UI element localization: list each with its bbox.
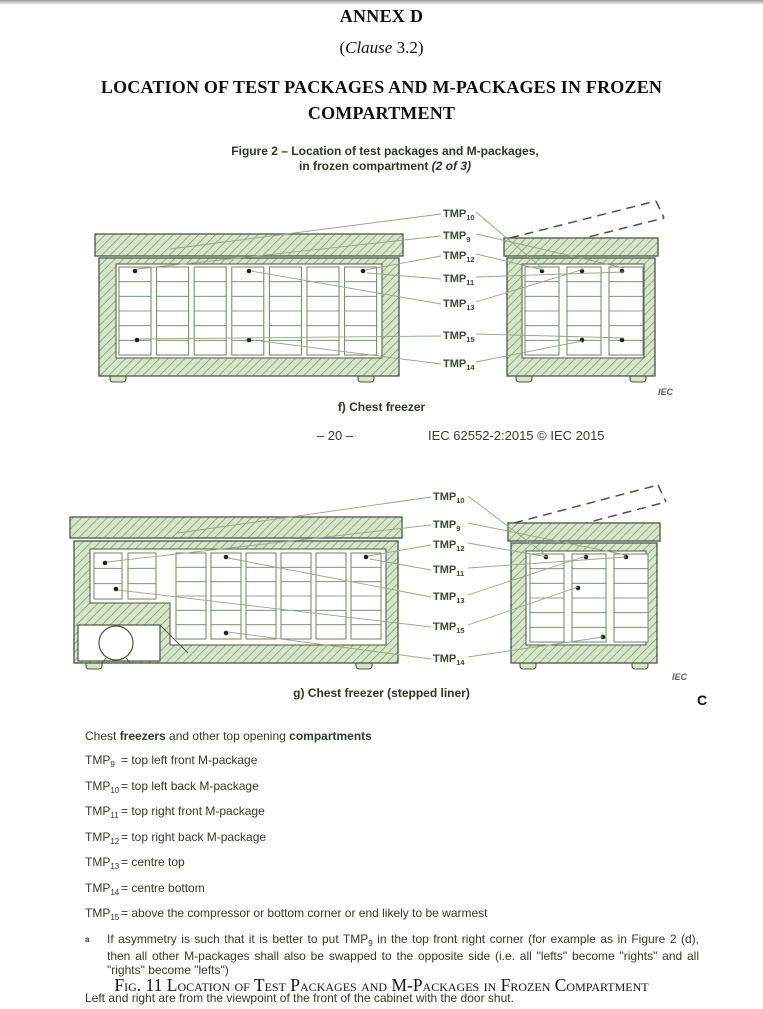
figure-g-side-view [508, 485, 666, 669]
figure2-caption-line2-text: in frozen compartment [298, 159, 432, 173]
legend-heading-part: compartments [289, 729, 372, 743]
svg-text:TMP9: $TMP_9$ [443, 230, 471, 244]
legend-heading [85, 730, 699, 743]
figure-g-caption: g) Chest freezer (stepped liner) [293, 686, 470, 700]
tmp-definition: = top right front M-package [121, 804, 265, 818]
svg-text:TMP12: $TMP_{12}$ [433, 539, 465, 553]
tmp-label: $TMP_{15}$ [85, 906, 120, 922]
legend-item-tmp9 [85, 754, 699, 771]
legend-item-tmp12 [85, 831, 699, 848]
clause-reference [0, 38, 763, 58]
figure-g-tmp-labels [433, 491, 465, 667]
svg-text:TMP14: $TMP_{14}$ [433, 653, 465, 667]
svg-text:TMP13: $TMP_{13}$ [443, 298, 475, 312]
tmp-definition: = top right back M-package [121, 829, 267, 844]
tmp-label: $TMP_{12}$ [85, 829, 120, 846]
figure-f-diagram [58, 188, 706, 403]
bottom-figure-caption: Fig. 11 Location of Test Packages and M-Packages in Frozen Compartment [114, 975, 649, 995]
footnote-tmp-subscript: 9 [368, 938, 373, 948]
legend-item-tmp14 [85, 882, 699, 899]
footnote-marker: a [85, 934, 90, 944]
page-title [40, 74, 723, 126]
page-title-line2: COMPARTMENT [307, 103, 456, 123]
svg-text:TMP15: $TMP_{15}$ [443, 330, 475, 344]
page-title-line1: LOCATION OF TEST PACKAGES AND M-PACKAGES IN FROZEN [100, 77, 663, 97]
scan-edge-shadow [0, 0, 763, 5]
figure2-caption-line1: Figure 2 – Location of test packages and M-packages, [231, 144, 539, 158]
figure2-caption [60, 144, 710, 174]
svg-text:TMP10: $TMP_{10}$ [443, 208, 475, 222]
tmp-definition: = top left back M-package [121, 778, 259, 793]
footnote-text: in the top front right corner (for example as in Figure 2 (d), then all other M-packages shall also be swapped to the opposite side (i.e. all "lefts" become "rights" and all "rights" become "lefts") [107, 931, 699, 977]
clause-open: ( [339, 38, 346, 57]
annex-title: ANNEX D [339, 6, 424, 26]
tmp-definition: = centre top [121, 855, 185, 869]
figure-f-tmp-labels [443, 208, 475, 372]
stray-annotation-mark: C [697, 692, 708, 708]
figure-f-side-view [504, 201, 664, 382]
svg-text:TMP11: $TMP_{11}$ [443, 273, 475, 287]
legend-heading-part: freezers [119, 729, 166, 743]
figure-f-front-view [95, 234, 403, 382]
footnote-text: If asymmetry is such that it is better to put TMP [107, 931, 369, 946]
tmp-definition: = top left front M-package [121, 753, 258, 767]
svg-text:TMP15: $TMP_{15}$ [433, 621, 465, 635]
tmp-label: $TMP_{13}$ [85, 855, 120, 871]
iec-copyright-mark: IEC [672, 672, 688, 682]
tmp-definition: = centre bottom [121, 880, 205, 895]
clause-word: Clause [345, 38, 393, 57]
footnote-a [85, 933, 699, 978]
legend-item-tmp11 [85, 805, 699, 822]
svg-text:TMP10: $TMP_{10}$ [433, 491, 465, 505]
figure-g-front-view [70, 517, 402, 669]
legend-item-tmp13 [85, 856, 699, 873]
svg-text:TMP14: $TMP_{14}$ [443, 358, 475, 372]
tmp-label: $TMP_9$ [85, 753, 115, 769]
tmp-definition: = above the compressor or bottom corner or end likely to be warmest [121, 906, 488, 920]
legend-item-tmp15 [85, 907, 699, 924]
iec-copyright-mark: IEC [658, 387, 674, 397]
document-reference: IEC 62552-2:2015 © IEC 2015 [428, 428, 605, 443]
legend-heading-part: and other top opening [165, 729, 290, 743]
package-column [94, 553, 122, 599]
svg-text:TMP11: $TMP_{11}$ [433, 564, 465, 578]
legend-item-tmp10 [85, 780, 699, 797]
legend-block [85, 730, 699, 1005]
tmp-label: $TMP_{10}$ [85, 778, 120, 795]
figure-g-diagram [58, 473, 706, 703]
figure2-caption-sheet: (2 of 3) [431, 159, 472, 173]
svg-text:TMP12: $TMP_{12}$ [443, 250, 475, 264]
clause-number: 3.2) [392, 38, 424, 57]
page-number: – 20 – [316, 428, 354, 443]
tmp-label: $TMP_{11}$ [85, 804, 119, 820]
legend-heading-part: Chest [85, 729, 120, 743]
svg-text:TMP9: $TMP_9$ [433, 519, 461, 533]
svg-text:TMP13: $TMP_{13}$ [433, 591, 465, 605]
viewpoint-note: Left and right are from the viewpoint of the front of the cabinet with the door shut. [85, 991, 514, 1005]
figure2-caption-line2 [60, 159, 710, 174]
tmp-label: $TMP_{14}$ [85, 880, 120, 897]
figure-f-caption: f) Chest freezer [337, 400, 426, 414]
